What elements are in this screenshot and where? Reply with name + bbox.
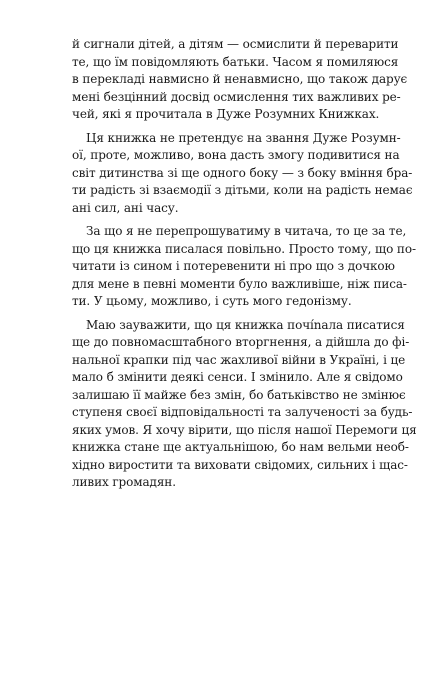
text-line: в перекладі навмисно й ненавмисно, що також дарує [72,72,408,86]
text-line: ступеня своєї відповідальності та залученості за будь- [72,405,413,419]
paragraph-1 [72,36,408,124]
text-line: нальної крапки під час жахливої війни в Україні, і це [72,352,406,367]
text-line: ої, проте, можливо, вона дасть змогу подивитися на [72,148,400,162]
text-line: книжка стане ще актуальнішою, бо нам вельми необ- [72,440,409,454]
book-page-text [72,36,417,498]
text-line: ані сил, ані часу. [72,200,179,215]
text-line: ти радість зі взаємодії з дітьми, коли на радість немає [72,183,413,197]
text-line: мені безцінний досвід осмислення тих важливих ре- [72,89,401,104]
text-line: ти. У цьому, можливо, і суть мого гедонізму. [72,294,352,308]
text-line: За що я не перепрошуватиму в читача, то це за те, [86,224,407,238]
text-line: те, що їм повідомляють батьки. Часом я помиляюся [72,54,399,69]
text-line: й сигнали дітей, а дітям — осмислити й переварити [72,37,399,51]
paragraph-4 [72,317,417,492]
text-line: ливих громадян. [72,475,176,489]
text-line: світ дитинства зі ще одного боку — з боку вміння бра- [72,165,413,180]
text-line: що ця книжка писалася повільно. Просто тому, що по- [72,241,416,256]
text-line: хідно виростити та виховати свідомих, сильних і щас- [72,457,408,472]
text-line: Маю зауважити, що ця книжка почínала писатися [86,317,405,332]
text-line: Ця книжка не претендує на звання Дуже Розумн- [86,130,401,145]
text-line: мало б змінити деякі сенси. І змінило. Але я свідомо [72,370,403,384]
text-line: ще до повномасштабного вторгнення, а дійшла до фі- [72,335,410,349]
text-line: залишаю її майже без змін, бо батьківство не змінює [72,387,406,402]
text-line: читати із сином і потеревенити ні про що з дочкою [72,259,395,273]
text-line: яких умов. Я хочу вірити, що після нашої Перемоги ця [72,422,417,437]
paragraph-3 [72,223,416,311]
paragraph-2 [72,130,413,218]
text-line: чей, які я прочитала в Дуже Розумних Книжках. [72,107,380,121]
text-line: для мене в певні моменти було важливіше, ніж писа- [72,276,407,291]
